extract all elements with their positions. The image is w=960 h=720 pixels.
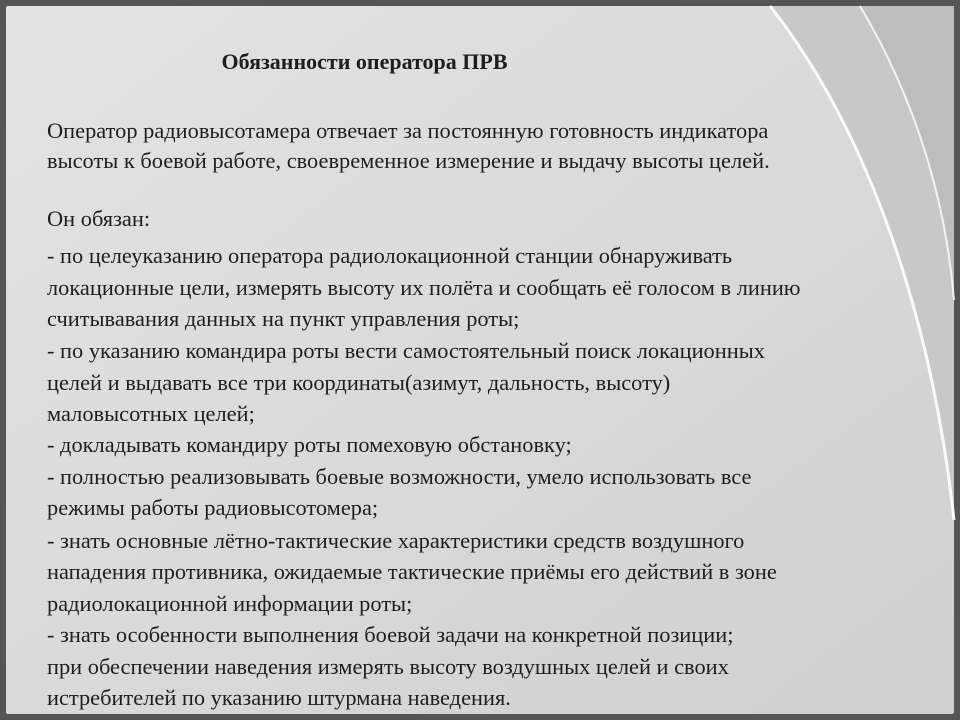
text-line: Оператор радиовысотамера отвечает за постоянную готовность индикатора [47,118,769,143]
text-line: истребителей по указанию штурмана наведения. [47,685,511,710]
text-line: при обеспечении наведения измерять высоту воздушных целей и своих [47,654,729,679]
text-line: - знать особенности выполнения боевой задачи на конкретной позиции; [47,622,734,647]
text-line: локационные цели, измерять высоту их полёта и сообщать её голосом в линию [47,275,801,300]
text-line: радиолокационной информации роты; [47,591,413,616]
text-line: нападения противника, ожидаемые тактические приёмы его действий в зоне [47,559,777,584]
slide-content [47,0,952,720]
text-line: Он обязан: [47,206,151,231]
slide-title: Обязанности оператора ПРВ [221,49,508,74]
text-line: - докладывать командиру роты помеховую обстановку; [47,432,572,457]
text-line: считывавания данных на пункт управления роты; [47,306,520,331]
text-line: целей и выдавать все три координаты(азимут, дальность, высоту) [47,370,671,395]
text-line: - полностью реализовывать боевые возможности, умело использовать все [47,464,752,489]
text-line: высоты к боевой работе, своевременное измерение и выдачу высоты целей. [47,148,770,173]
text-line: маловысотных целей; [47,401,255,426]
text-line: - по указанию командира роты вести самостоятельный поиск локационных [47,338,765,363]
text-line: - знать основные лётно-тактические характеристики средств воздушного [47,528,745,553]
text-line: - по целеуказанию оператора радиолокационной станции обнаруживать [47,243,733,268]
text-line: режимы работы радиовысотомера; [47,495,379,520]
